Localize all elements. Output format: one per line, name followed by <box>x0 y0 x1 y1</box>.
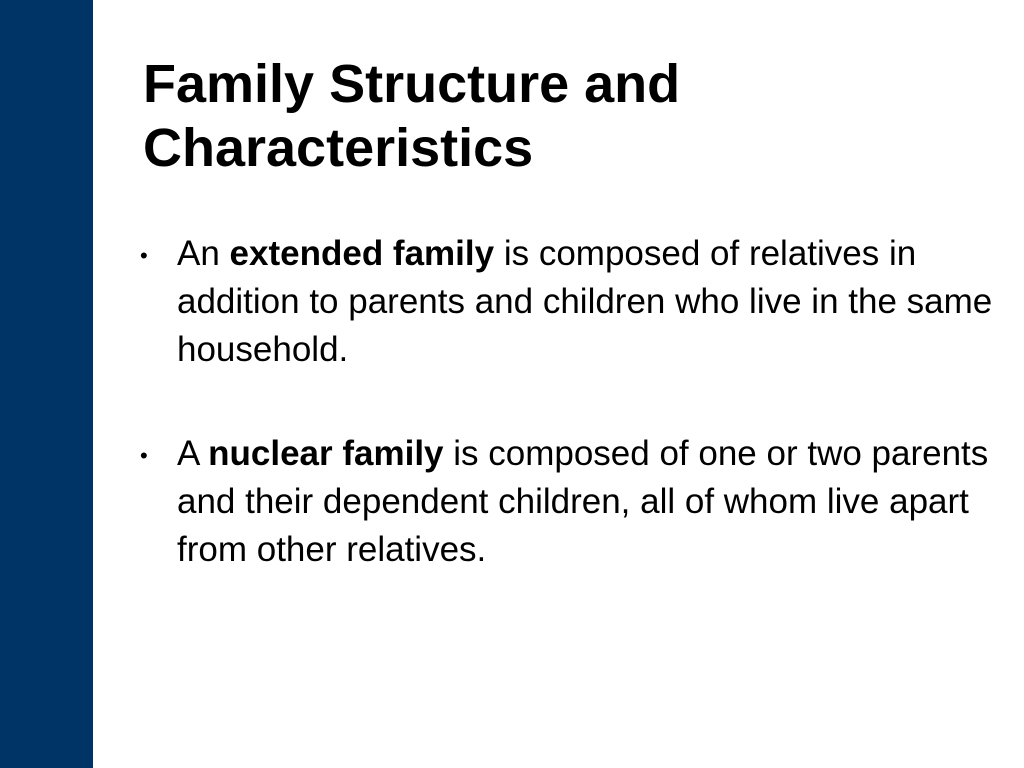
bullet-item-nuclear-family <box>140 430 1000 574</box>
slide-title-line-1: Family Structure and <box>143 54 681 114</box>
bullet-list <box>140 230 1000 630</box>
bullet-item-extended-family <box>140 230 1000 374</box>
bullet-text: is composed of one or two parents and their dependent children, all of whom live apart from other relatives. <box>177 434 989 569</box>
slide-title-line-2: Characteristics <box>143 118 534 178</box>
bullet-term: extended family <box>229 234 495 273</box>
bullet-term: nuclear family <box>208 434 444 473</box>
slide-title <box>143 52 963 180</box>
bullet-icon: • <box>140 443 148 468</box>
bullet-prefix: An <box>177 234 230 273</box>
bullet-prefix: A <box>177 434 209 473</box>
bullet-text: is composed of relatives in addition to parents and children who live in the same household. <box>177 234 993 369</box>
side-accent-bar <box>0 0 93 768</box>
bullet-icon: • <box>140 243 148 268</box>
